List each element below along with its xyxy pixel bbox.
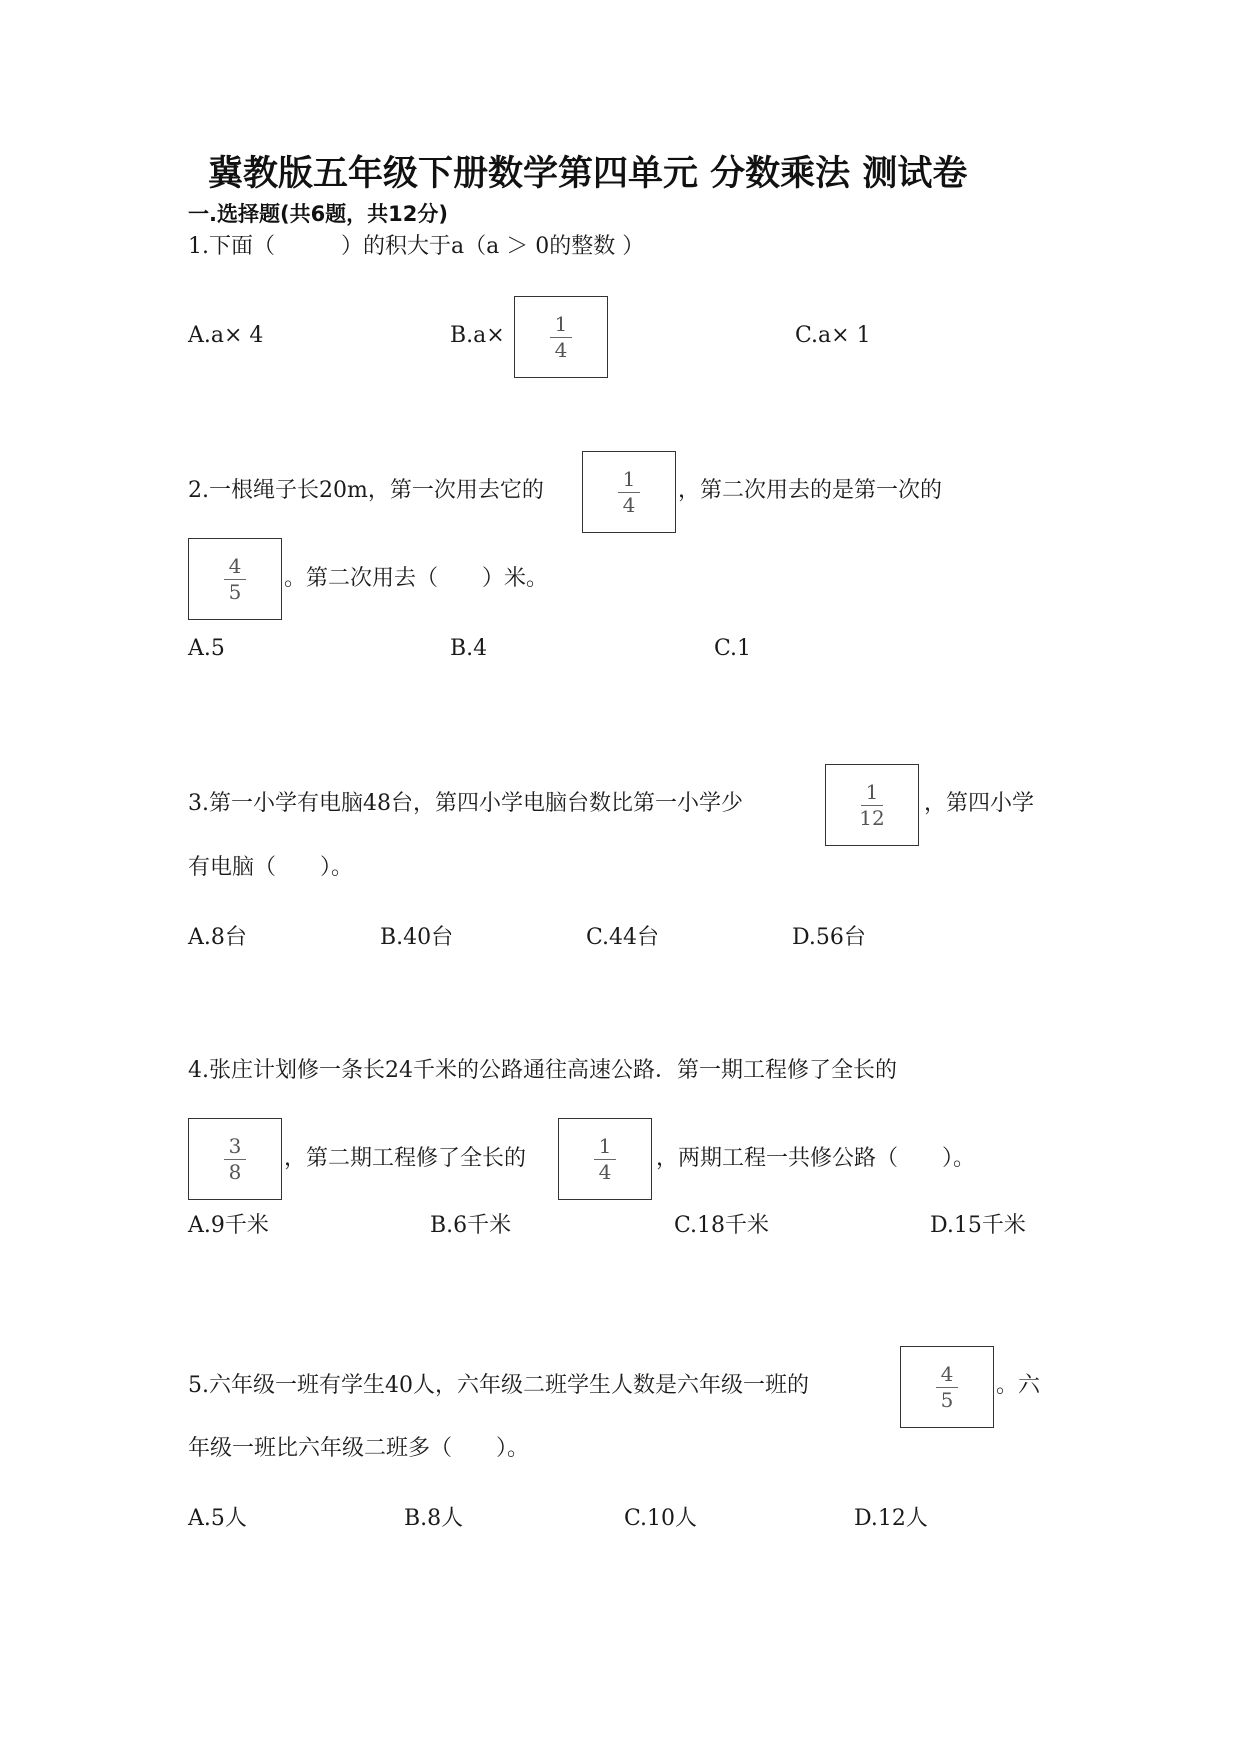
fraction-numerator: 4 xyxy=(940,1361,954,1386)
question-2-stem: 2.一根绳子长20m，第一次用去它的 xyxy=(188,478,544,503)
q1-option-b[interactable]: B.a× xyxy=(450,323,505,348)
fraction-denominator: 5 xyxy=(940,1387,954,1412)
q5-option-d[interactable]: D.12人 xyxy=(854,1506,928,1531)
fraction-denominator: 4 xyxy=(598,1159,612,1184)
fraction-denominator: 8 xyxy=(228,1159,242,1184)
fraction-numerator: 1 xyxy=(865,779,879,804)
question-4-stem-cont: ，第二期工程修了全长的 xyxy=(284,1146,527,1171)
q5-fraction-box xyxy=(900,1346,994,1428)
page-title: 冀教版五年级下册数学第四单元 分数乘法 测试卷 xyxy=(208,154,968,194)
question-1-stem: 1.下面（ ）的积大于a（a ＞ 0的整数 ） xyxy=(188,234,645,259)
question-3-stem-cont: ，第四小学 xyxy=(924,791,1035,816)
q1-option-c[interactable]: C.a× 1 xyxy=(795,323,871,348)
q1-option-a[interactable]: A.a× 4 xyxy=(188,323,264,348)
q4-fraction-box-1 xyxy=(188,1118,282,1200)
fraction-numerator: 4 xyxy=(228,553,242,578)
question-5-stem: 5.六年级一班有学生40人，六年级二班学生人数是六年级一班的 xyxy=(188,1373,809,1398)
q5-option-c[interactable]: C.10人 xyxy=(624,1506,698,1531)
question-3-stem: 3.第一小学有电脑48台，第四小学电脑台数比第一小学少 xyxy=(188,791,743,816)
question-2-stem-end: 。第二次用去（ ）米。 xyxy=(284,566,549,591)
q3-option-c[interactable]: C.44台 xyxy=(586,925,660,950)
q2-fraction-box-2 xyxy=(188,538,282,620)
q1-fraction-box xyxy=(514,296,608,378)
q4-fraction-box-2 xyxy=(558,1118,652,1200)
question-5-stem-end: 年级一班比六年级二班多（ ）。 xyxy=(188,1436,530,1461)
q4-option-a[interactable]: A.9千米 xyxy=(188,1213,269,1238)
q4-option-b[interactable]: B.6千米 xyxy=(430,1213,512,1238)
q4-option-d[interactable]: D.15千米 xyxy=(930,1213,1026,1238)
fraction-numerator: 3 xyxy=(228,1133,242,1158)
question-3-stem-end: 有电脑（ ）。 xyxy=(188,855,354,880)
q5-option-a[interactable]: A.5人 xyxy=(188,1506,247,1531)
q3-option-a[interactable]: A.8台 xyxy=(188,925,247,950)
fraction-numerator: 1 xyxy=(598,1133,612,1158)
q2-option-a[interactable]: A.5 xyxy=(188,636,225,661)
fraction-numerator: 1 xyxy=(554,311,568,336)
fraction-numerator: 1 xyxy=(622,466,636,491)
q4-option-c[interactable]: C.18千米 xyxy=(674,1213,770,1238)
fraction-denominator: 5 xyxy=(228,579,242,604)
fraction-denominator: 12 xyxy=(859,805,885,830)
question-2-stem-cont: ，第二次用去的是第一次的 xyxy=(678,478,943,503)
fraction-denominator: 4 xyxy=(622,492,636,517)
fraction-denominator: 4 xyxy=(554,337,568,362)
question-4-stem-end: ，两期工程一共修公路（ ）。 xyxy=(656,1146,976,1171)
q3-fraction-box xyxy=(825,764,919,846)
q2-option-c[interactable]: C.1 xyxy=(714,636,752,661)
q2-fraction-box-1 xyxy=(582,451,676,533)
q3-option-d[interactable]: D.56台 xyxy=(792,925,866,950)
q5-option-b[interactable]: B.8人 xyxy=(404,1506,464,1531)
q2-option-b[interactable]: B.4 xyxy=(450,636,488,661)
question-4-stem: 4.张庄计划修一条长24千米的公路通往高速公路．第一期工程修了全长的 xyxy=(188,1058,897,1083)
section-heading: 一.选择题(共6题，共12分) xyxy=(188,202,449,226)
q3-option-b[interactable]: B.40台 xyxy=(380,925,454,950)
question-5-stem-cont: 。六 xyxy=(996,1373,1041,1398)
